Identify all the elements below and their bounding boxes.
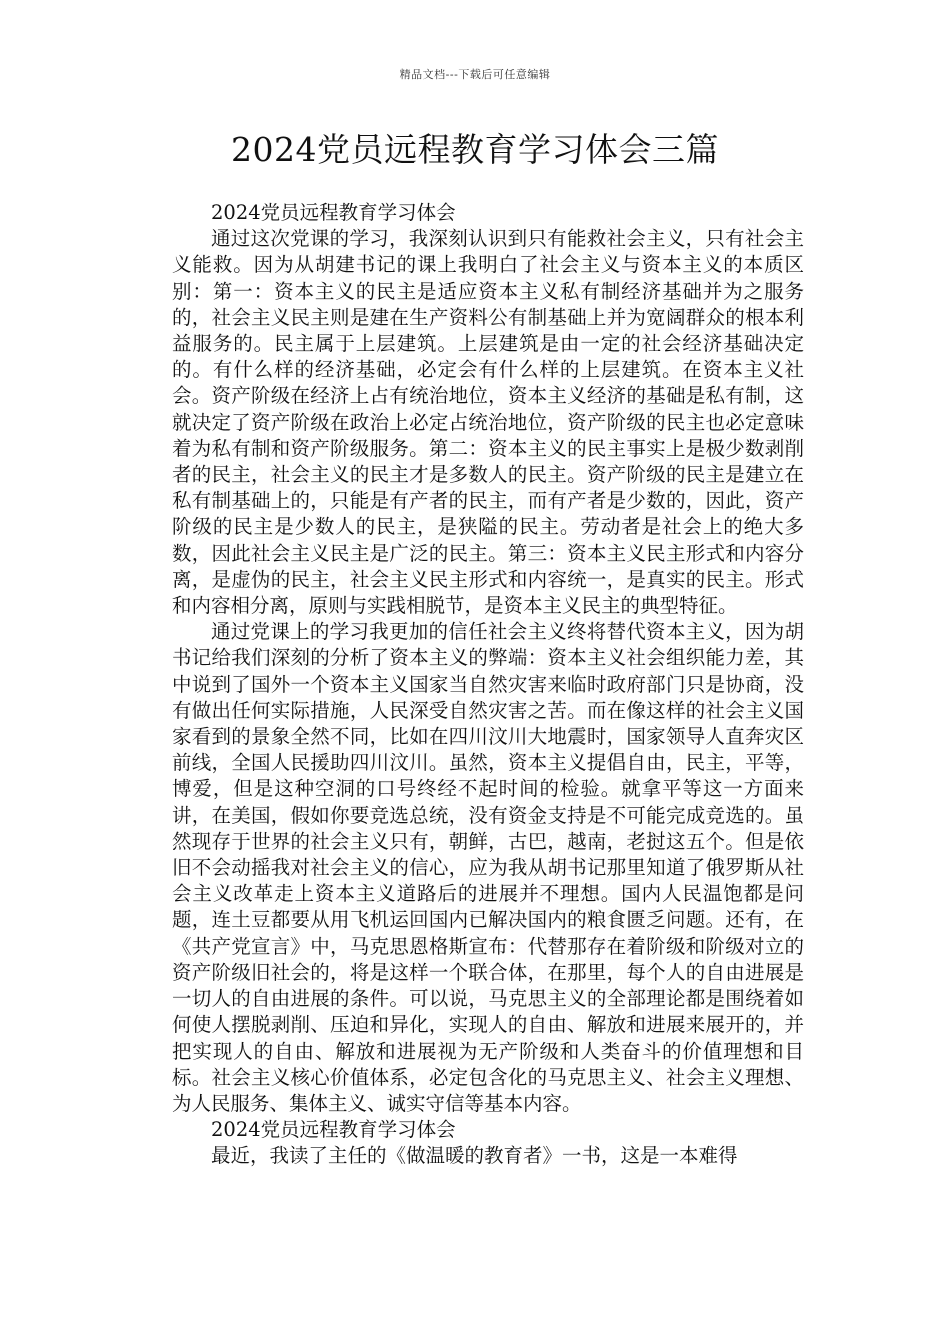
section-2-paragraph-1: 最近，我读了主任的《做温暖的教育者》一书，这是一本难得 — [211, 1144, 738, 1168]
section-heading-2: 2024党员远程教育学习体会 — [211, 1118, 456, 1142]
section-1-paragraph-2: 通过党课上的学习我更加的信任社会主义终将替代资本主义，因为胡书记给我们深刻的分析了资本主义的弊端：资本主义社会组织能力差，其中说到了国外一个资本主义国家当自然灾害来临时政府部门只是协商，没有做出任何实际措施，人民深受自然灾害之苦。而在像这样的社会主义国家看到的景象全然不同，比如在四川汶川大地震时，国家领导人直奔灾区前线，全国人民援助四川汶川。虽然，资本主义提倡自由，民主，平等，博爱，但是这种空洞的口号终经不起时间的检验。就拿平等这一方面来讲，在美国，假如你要竞选总统，没有资金支持是不可能完成竞选的。虽然现存于世界的社会主义只有，朝鲜，古巴，越南，老挝这五个。但是依旧不会动摇我对社会主义的信心，应为我从胡书记那里知道了俄罗斯从社会主义改革走上资本主义道路后的进展并不理想。国内人民温饱都是问题，连土豆都要从用飞机运回国内已解决国内的粮食匮乏问题。还有，在《共产党宣言》中，马克思恩格斯宣布：代替那存在着阶级和阶级对立的资产阶级旧社会的，将是这样一个联合体，在那里，每个人的自由进展是一切人的自由进展的条件。可以说，马克思主义的全部理论都是围绕着如何使人摆脱剥削、压迫和异化，实现人的自由、解放和进展来展开的，并把实现人的自由、解放和进展视为无产阶级和人类奋斗的价值理想和目标。社会主义核心价值体系，必定包含化的马克思主义、社会主义理想、为人民服务、集体主义、诚实守信等基本内容。 — [172, 620, 804, 1115]
document-body — [172, 200, 804, 1170]
section-heading-1: 2024党员远程教育学习体会 — [211, 201, 456, 224]
section-1-paragraph-1: 通过这次党课的学习，我深刻认识到只有能救社会主义，只有社会主义能救。因为从胡建书记的课上我明白了社会主义与资本主义的本质区别：第一：资本主义的民主是适应资本主义私有制经济基础并为之服务的，社会主义民主则是建在生产资料公有制基础上并为宽阔群众的根本利益服务的。民主属于上层建筑。上层建筑是由一定的社会经济基础决定的。有什么样的经济基础，必定会有什么样的上层建筑。在资本主义社会。资产阶级在经济上占有统治地位，资本主义经济的基础是私有制，这就决定了资产阶级在政治上必定占统治地位，资产阶级的民主也必定意味着为私有制和资产阶级服务。第二：资本主义的民主事实上是极少数剥削者的民主，社会主义的民主才是多数人的民主。资产阶级的民主是建立在私有制基础上的，只能是有产者的民主，而有产者是少数的，因此，资产阶级的民主是少数人的民主，是狭隘的民主。劳动者是社会上的绝大多数，因此社会主义民主是广泛的民主。第三：资本主义民主形式和内容分离，是虚伪的民主，社会主义民主形式和内容统一，是真实的民主。形式和内容相分离，原则与实践相脱节，是资本主义民主的典型特征。 — [172, 227, 804, 618]
page-header-note: 精品文档---下载后可任意编辑 — [399, 68, 551, 81]
document-title: 2024党员远程教育学习体会三篇 — [231, 130, 719, 169]
